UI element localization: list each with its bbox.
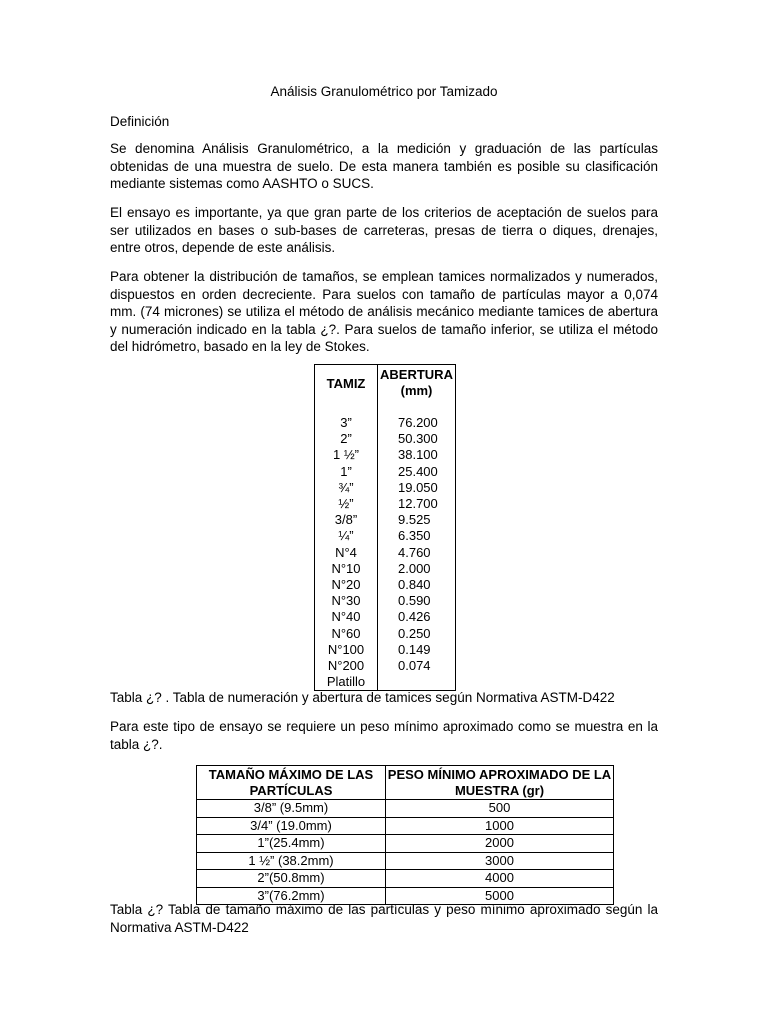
- sieve-cell-abertura: 2.000: [398, 560, 431, 576]
- sieve-cell-abertura: 6.350: [398, 528, 431, 544]
- sieve-cell-abertura: 0.074: [398, 658, 431, 674]
- sieve-cell-tamiz: ¼”: [315, 528, 378, 544]
- sieve-cell-tamiz: ¾”: [315, 480, 378, 496]
- table-row: [315, 447, 456, 463]
- min-weight-cell-weight: 3000: [386, 852, 614, 870]
- min-weight-cell-weight: 1000: [386, 817, 614, 835]
- min-weight-cell-weight: 4000: [386, 870, 614, 888]
- sieve-cell-tamiz: 1”: [315, 464, 378, 480]
- sieve-cell-tamiz: N°60: [315, 626, 378, 642]
- sieve-cell-tamiz: 3”: [315, 415, 378, 431]
- min-weight-cell-size: 2”(50.8mm): [197, 870, 386, 888]
- sieve-cell-abertura: 19.050: [398, 479, 438, 495]
- sieve-cell-tamiz: 2”: [315, 431, 378, 447]
- table-row: [315, 528, 456, 544]
- sieve-cell-abertura: 12.700: [398, 496, 438, 512]
- table-row: [315, 512, 456, 528]
- min-weight-table-body: [197, 800, 614, 905]
- sieve-cell-tamiz: N°4: [315, 545, 378, 561]
- table-row: [197, 870, 614, 888]
- min-weight-cell-weight: 500: [386, 800, 614, 818]
- sieve-cell-abertura: 50.300: [398, 431, 438, 447]
- table-row: [315, 593, 456, 609]
- table-row: [315, 658, 456, 674]
- sieve-cell-tamiz: 1 ½”: [315, 447, 378, 463]
- table-row: [315, 415, 456, 431]
- sieve-cell-abertura: 9.525: [398, 512, 431, 528]
- paragraph-definition: Se denomina Análisis Granulométrico, a la medición y graduación de las partículas obtenidas de una muestra de suelo. De esta manera también es posible su clasificación mediante sistemas como AASHTO o SUCS.: [110, 141, 658, 191]
- sieve-cell-tamiz: N°40: [315, 609, 378, 625]
- min-weight-cell-weight: 5000: [386, 887, 614, 905]
- table-row: [197, 800, 614, 818]
- paragraph-min-weight: Para este tipo de ensayo se requiere un peso mínimo aproximado como se muestra en la tabla ¿?.: [110, 719, 658, 752]
- paragraph-importance: El ensayo es importante, ya que gran parte de los criterios de aceptación de suelos para ser utilizados en bases o sub-bases de carreteras, presas de tierra o diques, drenajes, entre otros, depende de este análisis.: [110, 205, 658, 255]
- table-row: [315, 609, 456, 625]
- sieve-cell-abertura: 0.149: [398, 641, 431, 657]
- min-weight-header-weight: PESO MÍNIMO APROXIMADO DE LA MUESTRA (gr): [386, 766, 614, 800]
- table-row: [315, 431, 456, 447]
- min-weight-cell-weight: 2000: [386, 835, 614, 853]
- table-row: [315, 496, 456, 512]
- sieve-cell-abertura: 25.400: [398, 463, 438, 479]
- table-row: [315, 577, 456, 593]
- sieve-cell-abertura: 4.760: [398, 544, 431, 560]
- table-row: [315, 480, 456, 496]
- sieve-cell-tamiz: Platillo: [315, 674, 378, 691]
- document-title: Análisis Granulométrico por Tamizado: [270, 84, 498, 99]
- sieve-cell-abertura: 0.426: [398, 609, 431, 625]
- table-row: [315, 642, 456, 658]
- min-weight-cell-size: 3”(76.2mm): [197, 887, 386, 905]
- min-weight-header-size: TAMAÑO MÁXIMO DE LAS PARTÍCULAS: [197, 766, 386, 800]
- min-weight-cell-size: 3/8” (9.5mm): [197, 800, 386, 818]
- sieve-table-header-tamiz: TAMIZ: [315, 365, 378, 402]
- sieve-cell-abertura: 0.250: [398, 625, 431, 641]
- sieve-table-body: [315, 401, 456, 691]
- table-row: [315, 464, 456, 480]
- sieve-cell-tamiz: N°10: [315, 561, 378, 577]
- sieve-table: [314, 364, 456, 691]
- paragraph-method: Para obtener la distribución de tamaños, se emplean tamices normalizados y numerados, dispuestos en orden decreciente. Para suelos con tamaño de partículas mayor a 0,074 mm. (74 micrones) se utiliza el método de análisis mecánico mediante tamices de abertura y numeración indicado en la tabla ¿?. Para suelos de tamaño inferior, se utiliza el método del hidrómetro, basado en la ley de Stokes.: [110, 269, 658, 354]
- section-heading: Definición: [110, 114, 170, 129]
- sieve-cell-abertura: 38.100: [398, 447, 438, 463]
- sieve-cell-abertura: 0.590: [398, 593, 431, 609]
- min-weight-cell-size: 1 ½” (38.2mm): [197, 852, 386, 870]
- table2-caption: Tabla ¿? Tabla de tamaño máximo de las partículas y peso mínimo aproximado según la Normativa ASTM-D422: [110, 902, 658, 935]
- table-row: [315, 545, 456, 561]
- table-row: [315, 561, 456, 577]
- table-row: [197, 852, 614, 870]
- table-row: [197, 817, 614, 835]
- sieve-cell-tamiz: 3/8”: [315, 512, 378, 528]
- table-row: [197, 835, 614, 853]
- sieve-table-header-abertura: ABERTURA (mm): [380, 367, 453, 398]
- sieve-cell-tamiz: ½”: [315, 496, 378, 512]
- min-weight-cell-size: 1”(25.4mm): [197, 835, 386, 853]
- sieve-cell-abertura: 0.840: [398, 577, 431, 593]
- table1-caption: Tabla ¿? . Tabla de numeración y abertura de tamices según Normativa ASTM-D422: [110, 690, 615, 705]
- sieve-cell-tamiz: N°200: [315, 658, 378, 674]
- sieve-cell-tamiz: N°20: [315, 577, 378, 593]
- sieve-cell-tamiz: N°30: [315, 593, 378, 609]
- sieve-cell-tamiz: N°100: [315, 642, 378, 658]
- min-weight-table: [196, 765, 614, 905]
- sieve-cell-abertura: 76.200: [398, 415, 438, 430]
- table-row: [315, 626, 456, 642]
- min-weight-cell-size: 3/4” (19.0mm): [197, 817, 386, 835]
